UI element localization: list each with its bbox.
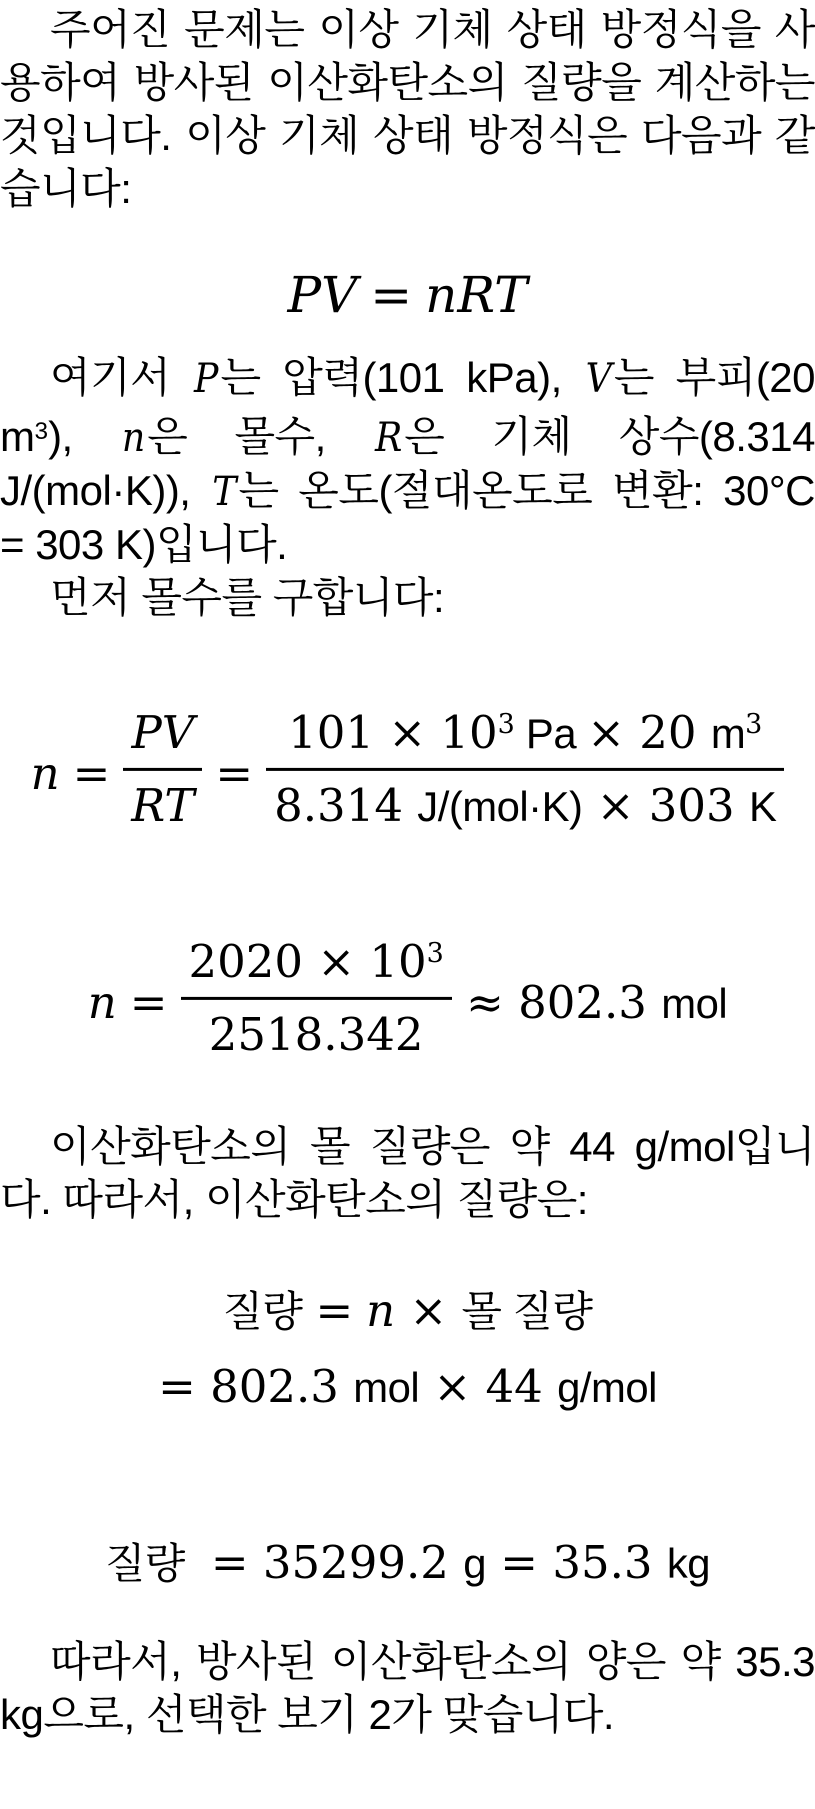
math-variable-n: n <box>87 976 117 1030</box>
math-variable-n: n <box>30 747 60 801</box>
math-variable-v: V <box>585 355 612 402</box>
math-variable-n: n <box>121 414 146 462</box>
equation-moles-result <box>0 935 815 1070</box>
find-moles-text: 먼저 몰수를 구합니다: <box>50 574 445 622</box>
unit-mol: mol <box>661 980 728 1028</box>
math-variable-nrt: nRT <box>425 266 528 324</box>
unit-meter: m <box>710 710 746 758</box>
unit-kelvin: K <box>748 783 777 831</box>
unit-gas-constant: J/(mol·K) <box>417 783 583 831</box>
unit-gram: g <box>463 1540 486 1588</box>
fraction-denominator <box>266 768 784 833</box>
superscript-cubed: 3 <box>745 709 763 741</box>
text-run: 는 압력(101 kPa), <box>220 354 584 401</box>
equation-ideal-gas-law <box>0 265 815 325</box>
paragraph-variables <box>0 351 815 571</box>
fraction-values <box>266 706 784 833</box>
paragraph-intro <box>0 3 815 215</box>
unit-kilogram: kg <box>666 1540 711 1588</box>
fraction-denominator: 2518.342 <box>181 997 452 1062</box>
superscript-cubed: 3 <box>34 418 49 445</box>
unit-mol: mol <box>353 1364 420 1412</box>
math-number: 8.314 <box>274 779 418 833</box>
molar-mass-text: 이산화탄소의 몰 질량은 약 44 g/mol입니다. 따라서, 이산화탄소의 질량은: <box>0 1123 815 1224</box>
fraction-numerator: PV <box>131 706 195 760</box>
paragraph-conclusion <box>0 1635 815 1741</box>
math-variable-n: n <box>366 1284 396 1338</box>
math-number: = 35.3 <box>486 1536 667 1590</box>
intro-text: 주어진 문제는 이상 기체 상태 방정식을 사용하여 방사된 이산화탄소의 질량을 계산하는 것입니다. 이상 기체 상태 방정식은 다음과 같습니다: <box>0 6 815 212</box>
fraction-numerator <box>181 935 452 997</box>
equation-mass-calculation <box>0 1360 815 1414</box>
equation-mass-result <box>0 1536 815 1590</box>
superscript-exponent: 3 <box>497 709 515 741</box>
equation-mass-formula <box>0 1284 815 1338</box>
korean-label-molar-mass: 몰 질량 <box>461 1288 593 1336</box>
korean-label-mass: 질량 <box>104 1540 185 1588</box>
text-run: 은 몰수, <box>147 413 373 461</box>
equals-sign: = <box>129 976 168 1030</box>
math-number: 101 × 10 <box>288 706 498 760</box>
math-number: = 802.3 <box>158 1360 354 1414</box>
math-number: × 44 <box>419 1360 558 1414</box>
text-run: 은 기체 상수(8.314 J/(mol·K)), <box>0 413 815 515</box>
math-number: × 303 <box>582 779 749 833</box>
paragraph-find-moles <box>0 571 815 624</box>
text-run: ), <box>48 413 120 461</box>
fraction-pv-rt <box>123 706 202 833</box>
math-variable-r: R <box>374 414 403 462</box>
math-number: 2020 × 10 <box>188 935 427 989</box>
text-run: 는 부피(20 m <box>0 354 815 461</box>
unit-g-per-mol: g/mol <box>557 1364 657 1412</box>
paragraph-molar-mass <box>0 1120 815 1226</box>
equals-sign: = <box>72 747 111 801</box>
text-run: 여기서 <box>50 354 193 401</box>
math-variable-p: P <box>194 355 219 402</box>
math-variable-pv: PV <box>287 266 358 324</box>
fraction-result <box>181 935 452 1062</box>
equation-moles-fraction <box>0 706 815 841</box>
fraction-denominator: RT <box>123 768 202 833</box>
math-number: = 35299.2 <box>210 1536 464 1590</box>
unit-pascal: Pa <box>514 710 588 758</box>
superscript-exponent: 3 <box>426 938 444 970</box>
text-run: 는 온도(절대온도로 변환: 30°C = 303 K)입니다. <box>0 467 815 569</box>
approx-value: ≈ 802.3 <box>451 976 662 1030</box>
conclusion-text: 따라서, 방사된 이산화탄소의 양은 약 35.3 kg으로, 선택한 보기 2가 맞습니다. <box>0 1638 815 1739</box>
korean-label-mass: 질량 <box>222 1288 303 1336</box>
equals-sign: = <box>370 266 413 324</box>
equals-sign: = <box>315 1284 354 1338</box>
fraction-numerator <box>266 706 784 768</box>
math-variable-t: T <box>212 468 237 516</box>
times-sign: × <box>395 1284 462 1338</box>
math-number: × 20 <box>587 706 711 760</box>
equals-sign: = <box>215 747 254 801</box>
